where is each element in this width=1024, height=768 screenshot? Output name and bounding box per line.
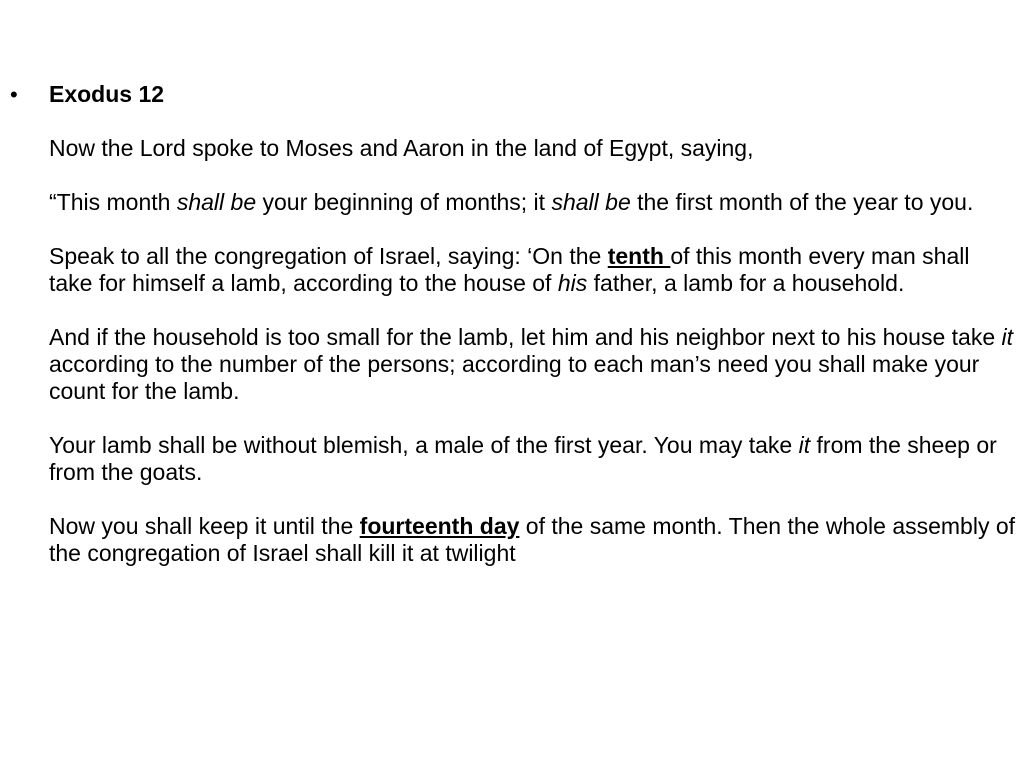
verse-text: father, a lamb for a household. (587, 270, 905, 296)
verse-text: And if the household is too small for the lamb, let him and his neighbor next to his house take (49, 324, 1002, 350)
verse-text: your beginning of months; it (256, 189, 552, 215)
passage-text (49, 135, 1022, 567)
verse-text: “This month (49, 189, 177, 215)
verse-text: from the sheep or from the goats. (49, 432, 1004, 485)
bullet-marker: • (10, 82, 18, 107)
italic-text: it (798, 432, 811, 458)
italic-text: it (1001, 324, 1014, 350)
verse-text: of this month every man shall take for himself a lamb, according to the house of (49, 243, 976, 296)
passage-title: Exodus 12 (49, 81, 165, 107)
italic-text: shall be (551, 189, 631, 215)
slide-body (49, 81, 1022, 594)
verse-text: the first month of the year to you. (630, 189, 974, 215)
verse-text: Speak to all the congregation of Israel, saying: ‘On the (49, 243, 608, 269)
verse-text: Now the Lord spoke to Moses and Aaron in the land of Egypt, saying, (49, 135, 754, 161)
verse-paragraph (49, 324, 1020, 405)
italic-text: his (557, 270, 588, 296)
verse-paragraph (49, 243, 1017, 297)
verse-paragraph (49, 135, 1017, 162)
italic-text: shall be (176, 189, 257, 215)
verse-paragraph (49, 432, 1017, 486)
verse-paragraph (49, 189, 1017, 216)
emphasized-text: fourteenth day (359, 513, 520, 539)
verse-text: Your lamb shall be without blemish, a male of the first year. You may take (49, 432, 799, 458)
verse-text: according to the number of the persons; according to each man’s need you shall make your count for the lamb. (49, 324, 1020, 404)
verse-text: of the same month. Then the whole assembly of the congregation of Israel shall kill it at twilight (49, 513, 1022, 566)
verse-text: Now you shall keep it until the (49, 513, 360, 539)
emphasized-text: tenth (607, 243, 671, 269)
verse-paragraph (49, 513, 1022, 567)
